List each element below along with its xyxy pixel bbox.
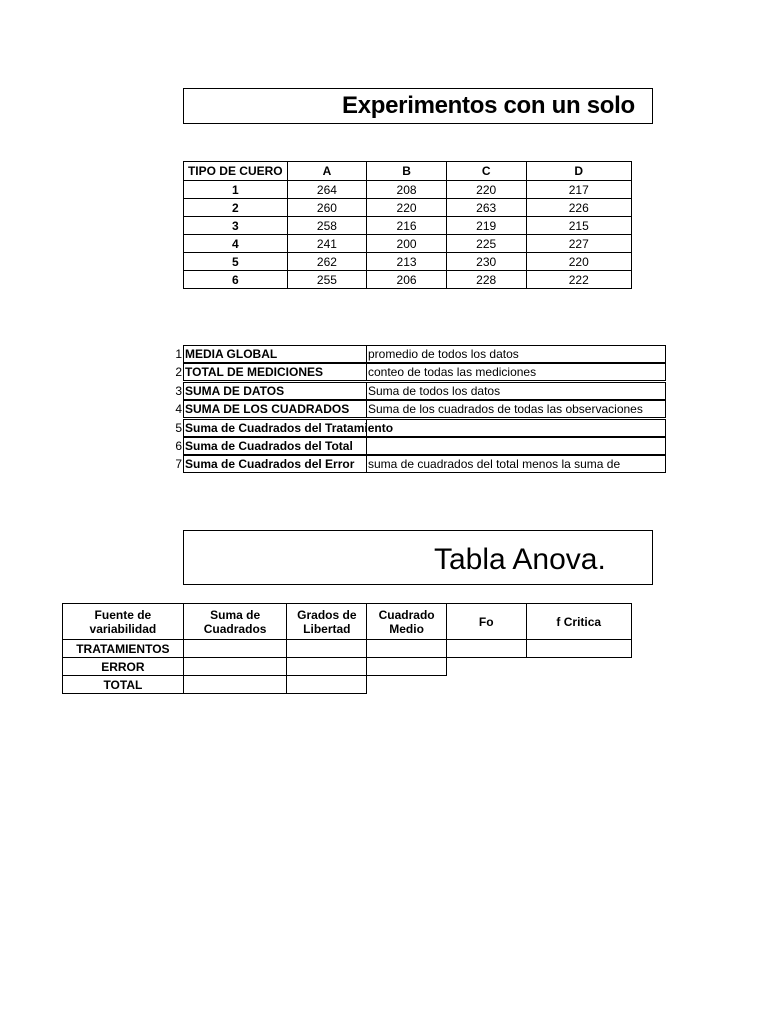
anova-title: Tabla Anova. [434, 543, 606, 576]
table-cell: 215 [526, 217, 632, 235]
table-cell: 241 [287, 235, 367, 253]
anova-table [62, 603, 632, 694]
item-name: MEDIA GLOBAL [183, 345, 366, 363]
table-cell [447, 640, 526, 658]
item-description: suma de cuadrados del total menos la suma de [366, 455, 666, 473]
table-cell: 1 [184, 181, 288, 199]
table-row [184, 253, 632, 271]
table-cell [183, 676, 287, 694]
item-description: conteo de todas las mediciones [366, 363, 666, 381]
column-header: f Critica [526, 604, 632, 640]
empty-cell [447, 658, 526, 676]
table-row [184, 271, 632, 289]
empty-cell [367, 676, 447, 694]
table-cell: 3 [184, 217, 288, 235]
table-cell: 220 [367, 199, 447, 217]
item-description: Suma de todos los datos [366, 382, 666, 400]
anova-title-box [183, 530, 653, 585]
table-cell: 5 [184, 253, 288, 271]
table-cell: 260 [287, 199, 367, 217]
table-row [63, 658, 632, 676]
column-header: Grados de Libertad [287, 604, 367, 640]
table-row [63, 640, 632, 658]
table-cell: 228 [446, 271, 526, 289]
table-row [184, 235, 632, 253]
table-cell: 6 [184, 271, 288, 289]
table-cell [526, 640, 632, 658]
table-cell: 255 [287, 271, 367, 289]
title-box [183, 88, 653, 124]
table-header-row [63, 604, 632, 640]
item-number: 1 [175, 347, 182, 361]
row-label: ERROR [63, 658, 184, 676]
table-cell: 230 [446, 253, 526, 271]
column-header: D [526, 162, 632, 181]
table-cell: 220 [526, 253, 632, 271]
table-cell: 227 [526, 235, 632, 253]
table-cell: 200 [367, 235, 447, 253]
row-label: TOTAL [63, 676, 184, 694]
table-cell: 206 [367, 271, 447, 289]
table-cell: 220 [446, 181, 526, 199]
column-header: C [446, 162, 526, 181]
item-description: Suma de los cuadrados de todas las observaciones [366, 400, 666, 418]
table-cell: 219 [446, 217, 526, 235]
empty-cell [447, 676, 526, 694]
item-number: 2 [175, 365, 182, 380]
table-cell [367, 640, 447, 658]
table-cell: 217 [526, 181, 632, 199]
table-cell: 263 [446, 199, 526, 217]
table-header-row [184, 162, 632, 181]
row-label: TRATAMIENTOS [63, 640, 184, 658]
table-cell: 225 [446, 235, 526, 253]
item-name: SUMA DE DATOS [183, 382, 366, 400]
table-cell [287, 658, 367, 676]
table-cell: 216 [367, 217, 447, 235]
column-header: TIPO DE CUERO [184, 162, 288, 181]
table-cell: 222 [526, 271, 632, 289]
page-title: Experimentos con un solo [342, 92, 635, 119]
empty-cell [526, 676, 632, 694]
item-description [366, 419, 666, 437]
empty-cell [526, 658, 632, 676]
item-description: promedio de todos los datos [366, 345, 666, 363]
table-cell: 226 [526, 199, 632, 217]
item-name: SUMA DE LOS CUADRADOS [183, 400, 366, 418]
table-cell [367, 658, 447, 676]
column-header: A [287, 162, 367, 181]
table-cell: 4 [184, 235, 288, 253]
column-header: Cuadrado Medio [367, 604, 447, 640]
item-number: 6 [175, 438, 182, 453]
table-cell [183, 658, 287, 676]
table-row [184, 199, 632, 217]
table-row [184, 181, 632, 199]
item-number: 3 [175, 383, 182, 398]
column-header: B [367, 162, 447, 181]
item-name: Suma de Cuadrados del Error [183, 455, 366, 473]
table-cell [287, 676, 367, 694]
column-header: Fuente de variabilidad [63, 604, 184, 640]
column-header: Fo [447, 604, 526, 640]
table-row [63, 676, 632, 694]
item-name: TOTAL DE MEDICIONES [183, 363, 366, 381]
item-number: 7 [175, 457, 182, 472]
table-cell: 262 [287, 253, 367, 271]
table-cell [183, 640, 287, 658]
item-name: Suma de Cuadrados del Tratamiento [185, 420, 394, 435]
item-name: Suma de Cuadrados del Total [183, 437, 366, 455]
table-cell: 2 [184, 199, 288, 217]
table-cell: 258 [287, 217, 367, 235]
item-number: 5 [175, 420, 182, 435]
table-cell: 213 [367, 253, 447, 271]
table-cell [287, 640, 367, 658]
column-header: Suma de Cuadrados [183, 604, 287, 640]
item-number: 4 [175, 402, 182, 417]
data-table [183, 161, 632, 289]
item-description [366, 437, 666, 455]
table-cell: 264 [287, 181, 367, 199]
table-cell: 208 [367, 181, 447, 199]
table-row [184, 217, 632, 235]
